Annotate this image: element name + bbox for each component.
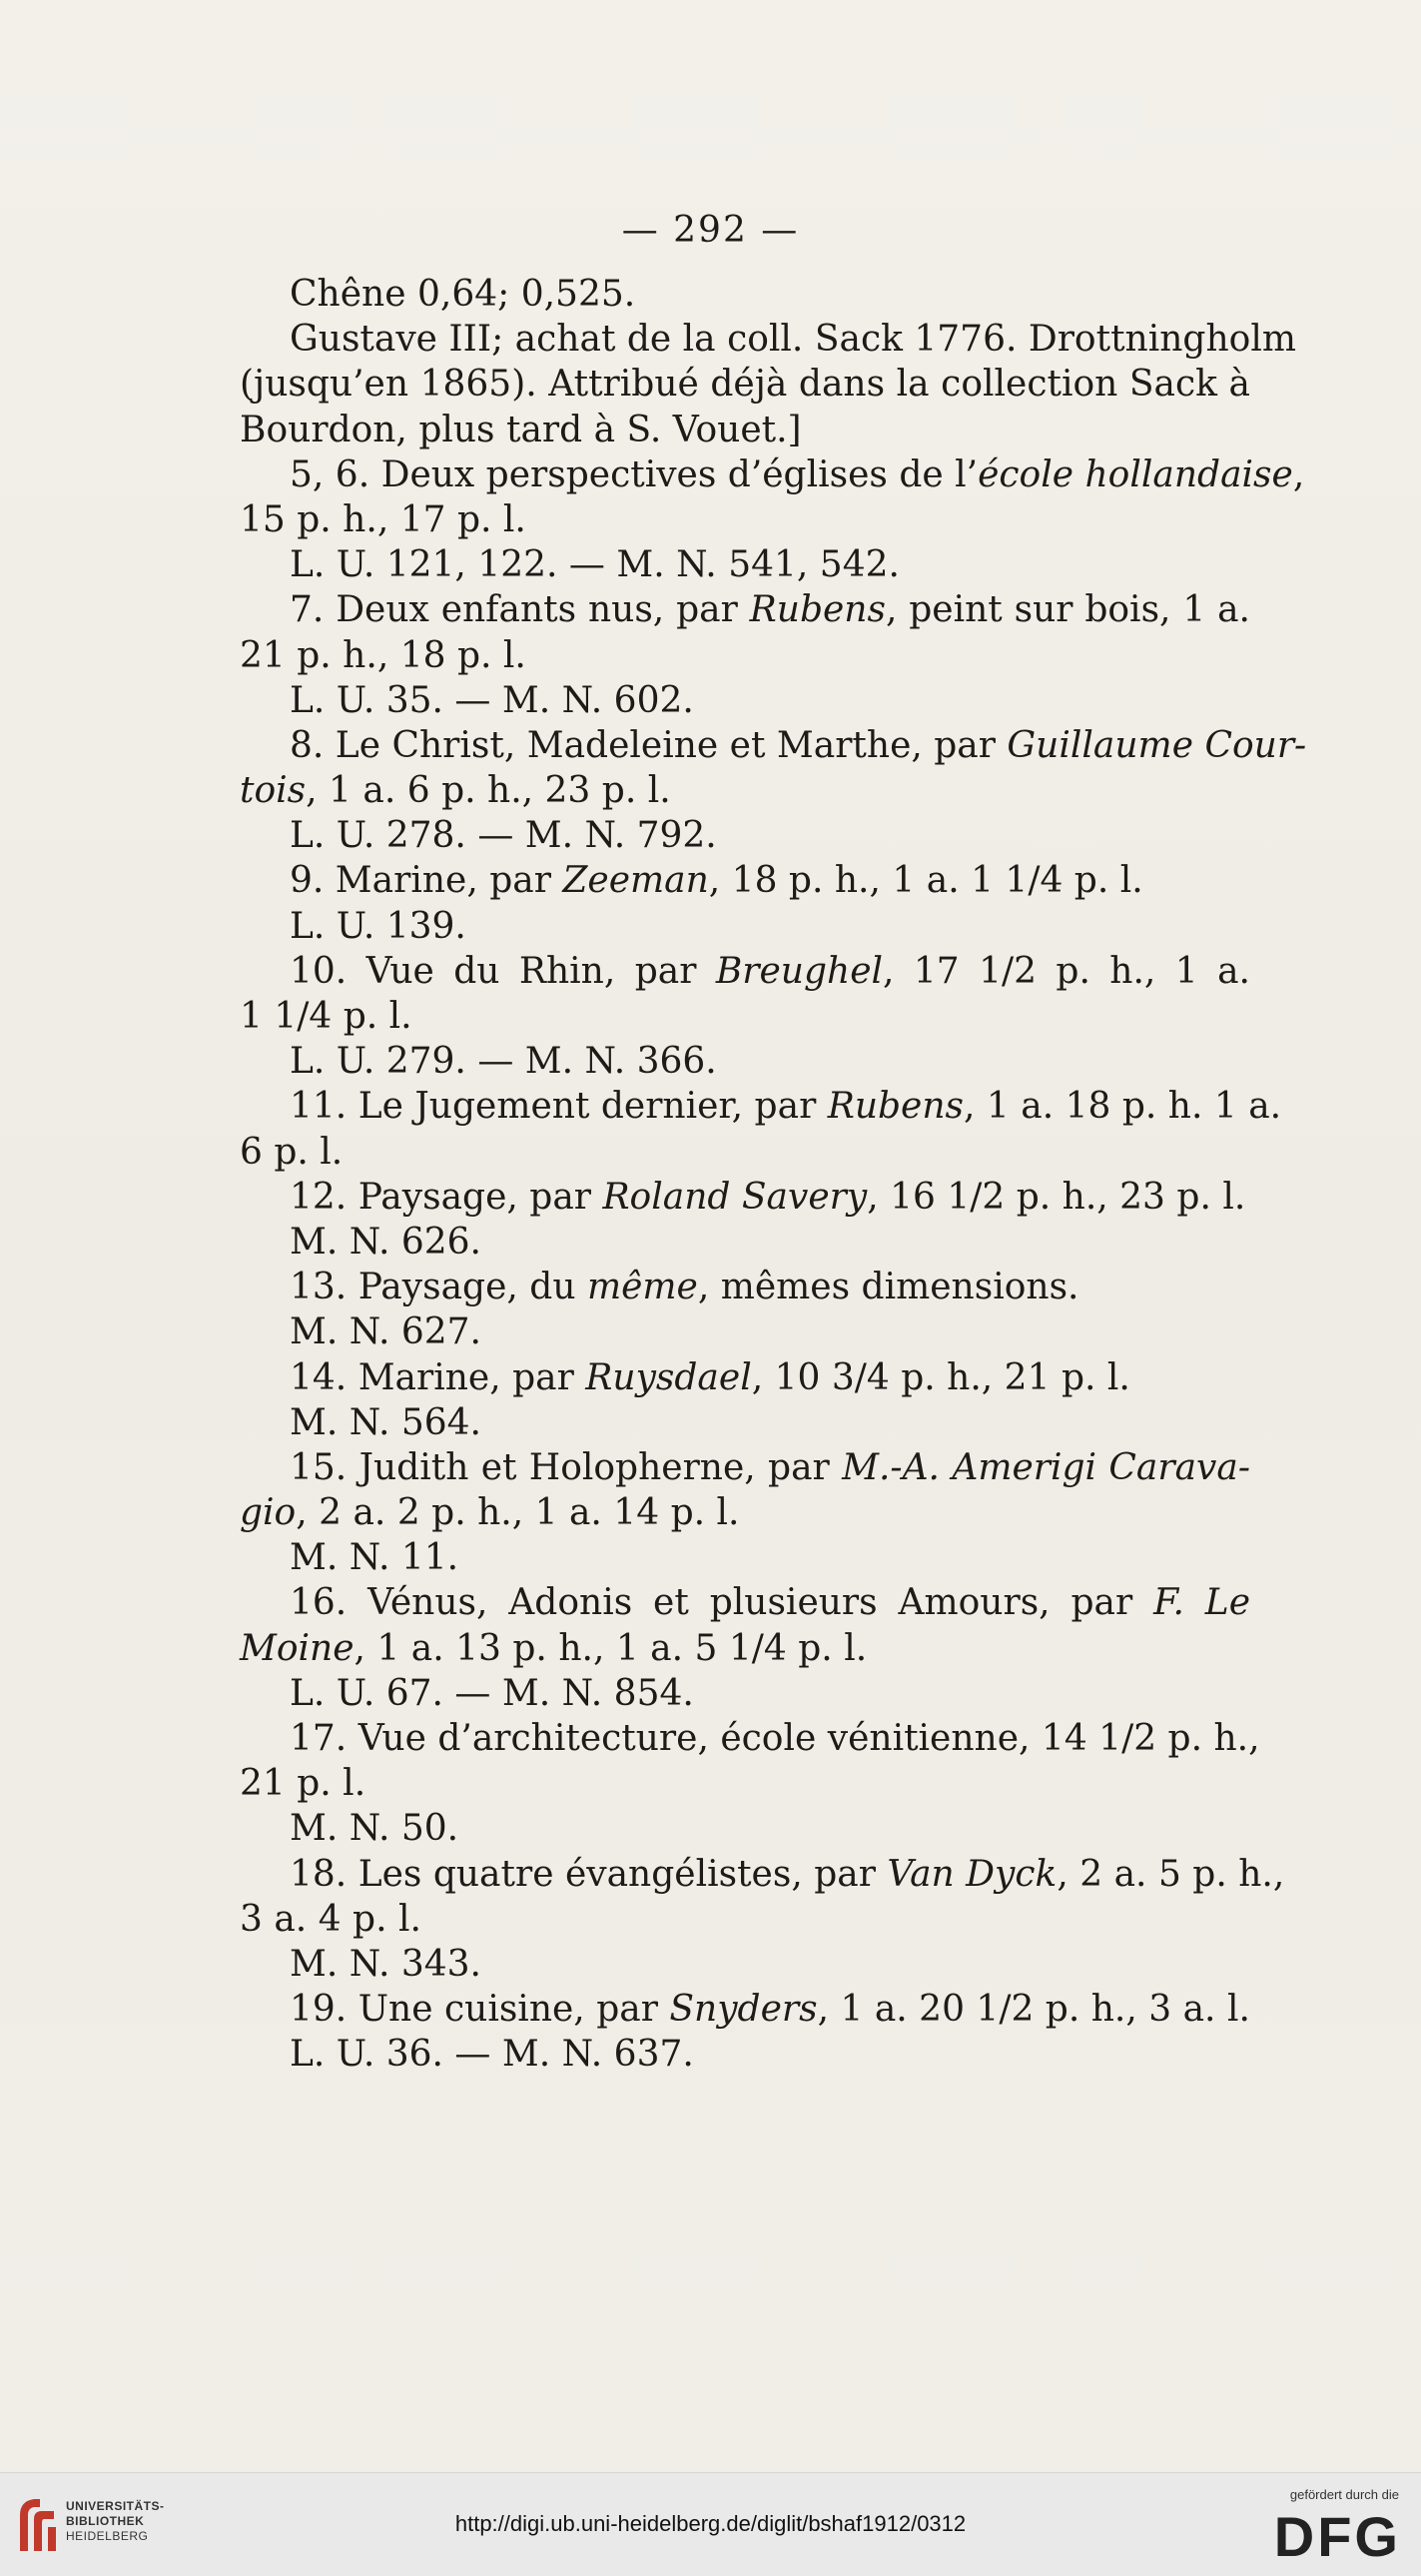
text-line: 17. Vue d’architecture, école vénitienne, 14 1/2 p. h.,	[290, 1718, 1260, 1759]
text-line	[240, 768, 1250, 813]
italic-text: Breughel	[715, 950, 884, 992]
text-line: L. U. 35. — M. N. 602.	[290, 679, 694, 721]
italic-text: Snyders	[669, 1989, 818, 2031]
text-span: 14. Marine, par	[290, 1356, 586, 1398]
italic-text: Zeeman	[562, 860, 709, 902]
text-line	[240, 949, 1250, 994]
text-line	[240, 1626, 1250, 1671]
italic-text: tois	[240, 770, 307, 812]
text-span: , 1 a. 13 p. h., 1 a. 5 1/4 p. l.	[354, 1627, 868, 1669]
italic-text: Ruysdael	[585, 1356, 752, 1398]
text-span: ,	[1292, 453, 1305, 495]
text-line	[240, 1445, 1250, 1490]
text-line	[240, 1175, 1250, 1220]
library-name-line1: UNIVERSITÄTS-	[66, 2499, 165, 2513]
text-span: 16. Vénus, Adonis et plusieurs Amours, par	[290, 1582, 1154, 1624]
text-span: 15. Judith et Holopherne, par	[290, 1446, 843, 1488]
text-line	[240, 1987, 1250, 2032]
text-body	[240, 272, 1307, 2078]
text-line: 15 p. h., 17 p. l.	[240, 498, 526, 540]
text-line: L. U. 139.	[290, 905, 466, 947]
text-span: , 17 1/2 p. h., 1 a.	[883, 950, 1250, 992]
text-span: , 2 a. 5 p. h.,	[1057, 1853, 1285, 1895]
text-line: Gustave III; achat de la coll. Sack 1776. Drottningholm	[290, 319, 1296, 361]
text-span: , 2 a. 2 p. h., 1 a. 14 p. l.	[296, 1492, 740, 1534]
text-span: , 10 3/4 p. h., 21 p. l.	[751, 1356, 1130, 1398]
text-line: M. N. 50.	[290, 1808, 459, 1850]
text-span: 5, 6. Deux perspectives d’églises de l’	[290, 453, 979, 495]
text-span: 7. Deux enfants nus, par	[290, 589, 750, 631]
text-line: L. U. 36. — M. N. 637.	[290, 2034, 694, 2076]
text-line: M. N. 626.	[290, 1221, 481, 1263]
italic-text: Rubens	[749, 589, 886, 631]
page-number: — 292 —	[621, 210, 800, 251]
text-line: L. U. 278. — M. N. 792.	[290, 815, 717, 857]
text-line	[240, 1084, 1282, 1129]
italic-text: F. Le	[1153, 1582, 1250, 1624]
text-line	[240, 858, 1250, 903]
text-span: 19. Une cuisine, par	[290, 1989, 670, 2031]
text-line	[240, 1580, 1250, 1625]
text-line: 1 1/4 p. l.	[240, 996, 412, 1037]
text-line: L. U. 67. — M. N. 854.	[290, 1672, 694, 1714]
italic-text: Roland Savery	[602, 1176, 868, 1218]
library-name-line3: HEIDELBERG	[66, 2529, 149, 2543]
viewer-footer	[0, 2472, 1421, 2576]
text-line: M. N. 11.	[290, 1537, 459, 1579]
permalink-url[interactable]: http://digi.ub.uni-heidelberg.de/diglit/bshaf1912/0312	[454, 2511, 967, 2536]
text-line	[240, 452, 1305, 497]
funding-note: gefördert durch die	[1289, 2487, 1399, 2502]
text-line: M. N. 343.	[290, 1943, 481, 1985]
text-line	[240, 587, 1250, 632]
text-line	[240, 1852, 1285, 1897]
text-line: L. U. 279. — M. N. 366.	[290, 1041, 717, 1083]
text-line: M. N. 627.	[290, 1311, 481, 1353]
text-span: 8. Le Christ, Madeleine et Marthe, par	[290, 724, 1008, 766]
text-span: , 1 a. 6 p. h., 23 p. l.	[306, 770, 671, 812]
text-line	[240, 1355, 1250, 1400]
text-span: 12. Paysage, par	[290, 1176, 603, 1218]
text-span: 13. Paysage, du	[290, 1267, 587, 1308]
text-line: 3 a. 4 p. l.	[240, 1898, 421, 1940]
text-line: M. N. 564.	[290, 1401, 481, 1443]
text-line: Chêne 0,64; 0,525.	[290, 274, 636, 315]
library-name-line2: BIBLIOTHEK	[66, 2514, 145, 2528]
italic-text: M.-A. Amerigi Carava-	[842, 1446, 1251, 1488]
text-line: L. U. 121, 122. — M. N. 541, 542.	[290, 544, 900, 586]
text-span: 11. Le Jugement dernier, par	[290, 1086, 828, 1128]
text-line: (jusqu’en 1865). Attribué déjà dans la collection Sack à	[240, 364, 1250, 406]
italic-text: Moine	[240, 1627, 355, 1669]
text-span: , 18 p. h., 1 a. 1 1/4 p. l.	[708, 860, 1143, 902]
text-line	[240, 723, 1307, 768]
text-span: 10. Vue du Rhin, par	[290, 950, 716, 992]
text-span: 9. Marine, par	[290, 860, 563, 902]
italic-text: gio	[240, 1492, 297, 1534]
italic-text: école hollandaise	[978, 453, 1293, 495]
text-span: , 1 a. 18 p. h. 1 a.	[964, 1086, 1282, 1128]
italic-text: Van Dyck	[887, 1853, 1058, 1895]
text-line: 21 p. l.	[240, 1763, 366, 1805]
dfg-logo: DFG	[1273, 2505, 1401, 2568]
italic-text: même	[586, 1267, 698, 1308]
text-span: , 16 1/2 p. h., 23 p. l.	[867, 1176, 1246, 1218]
text-line: Bourdon, plus tard à S. Vouet.]	[240, 409, 802, 450]
text-span: , mêmes dimensions.	[697, 1267, 1079, 1308]
italic-text: Rubens	[827, 1086, 965, 1128]
text-line: 21 p. h., 18 p. l.	[240, 634, 526, 676]
text-span: , 1 a. 20 1/2 p. h., 3 a. l.	[817, 1989, 1250, 2031]
text-line	[240, 1265, 1250, 1309]
text-span: 18. Les quatre évangélistes, par	[290, 1853, 888, 1895]
italic-text: Guillaume Cour-	[1007, 724, 1307, 766]
text-line: 6 p. l.	[240, 1131, 344, 1173]
text-line	[240, 1490, 1250, 1535]
text-span: , peint sur bois, 1 a.	[885, 589, 1250, 631]
